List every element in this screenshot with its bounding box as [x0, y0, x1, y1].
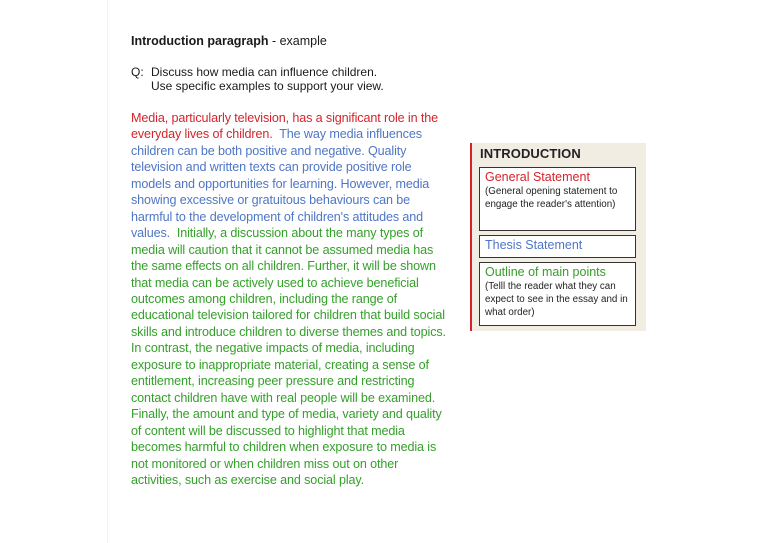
legend-heading: INTRODUCTION	[480, 146, 581, 161]
general-statement-note: (General opening statement to engage the reader's attention)	[485, 186, 618, 210]
introduction-legend-panel	[470, 143, 646, 331]
outline-text: Initially, a discussion about the many types of media will caution that it cannot be assumed media has the same effects on all children. Further, it will be shown that media can be actively used to achieve beneficial outcomes among children, including the range of educational television tailored for children that build social skills and introduce children to diverse themes and topics. In contrast, the negative impacts of media, including exposure to inappropriate material, creating a sense of entitlement, increasing peer pressure and restricting contact children have with real people will be examined. Finally, the amount and type of media, variety and quality of content will be discussed to highlight that media becomes harmful to children when exposure to media is not monitored or when children miss out on other activities, such as exercise and social play.	[131, 226, 446, 487]
legend-accent-bar	[470, 143, 472, 331]
general-statement-box	[479, 167, 636, 231]
outline-note: (Telll the reader what they can expect to see in the essay and in what order)	[485, 281, 628, 318]
page-title-suffix: - example	[268, 34, 327, 48]
general-statement-text: Media, particularly television, has a significant role in the everyday lives of children.	[131, 111, 438, 142]
page-title-bold: Introduction paragraph	[131, 34, 269, 48]
thesis-statement-label: Thesis Statement	[485, 238, 583, 252]
thesis-statement-text: The way media influences children can be both positive and negative. Quality television and written texts can provide positive role models and opportunities for learning. However, media showing excessive or gratuitous behaviours can be harmful to the development of children's attitudes and values.	[131, 127, 430, 241]
page-title	[131, 34, 327, 48]
question-line-1: Discuss how media can influence children.	[151, 65, 378, 79]
general-statement-label: General Statement	[485, 170, 590, 184]
thesis-statement-box	[479, 235, 636, 258]
essay-question	[131, 65, 461, 93]
question-line-2: Use specific examples to support your view.	[151, 79, 384, 93]
introduction-paragraph	[131, 110, 451, 488]
outline-label: Outline of main points	[485, 265, 606, 279]
outline-box	[479, 262, 636, 326]
question-prefix: Q:	[131, 65, 144, 79]
